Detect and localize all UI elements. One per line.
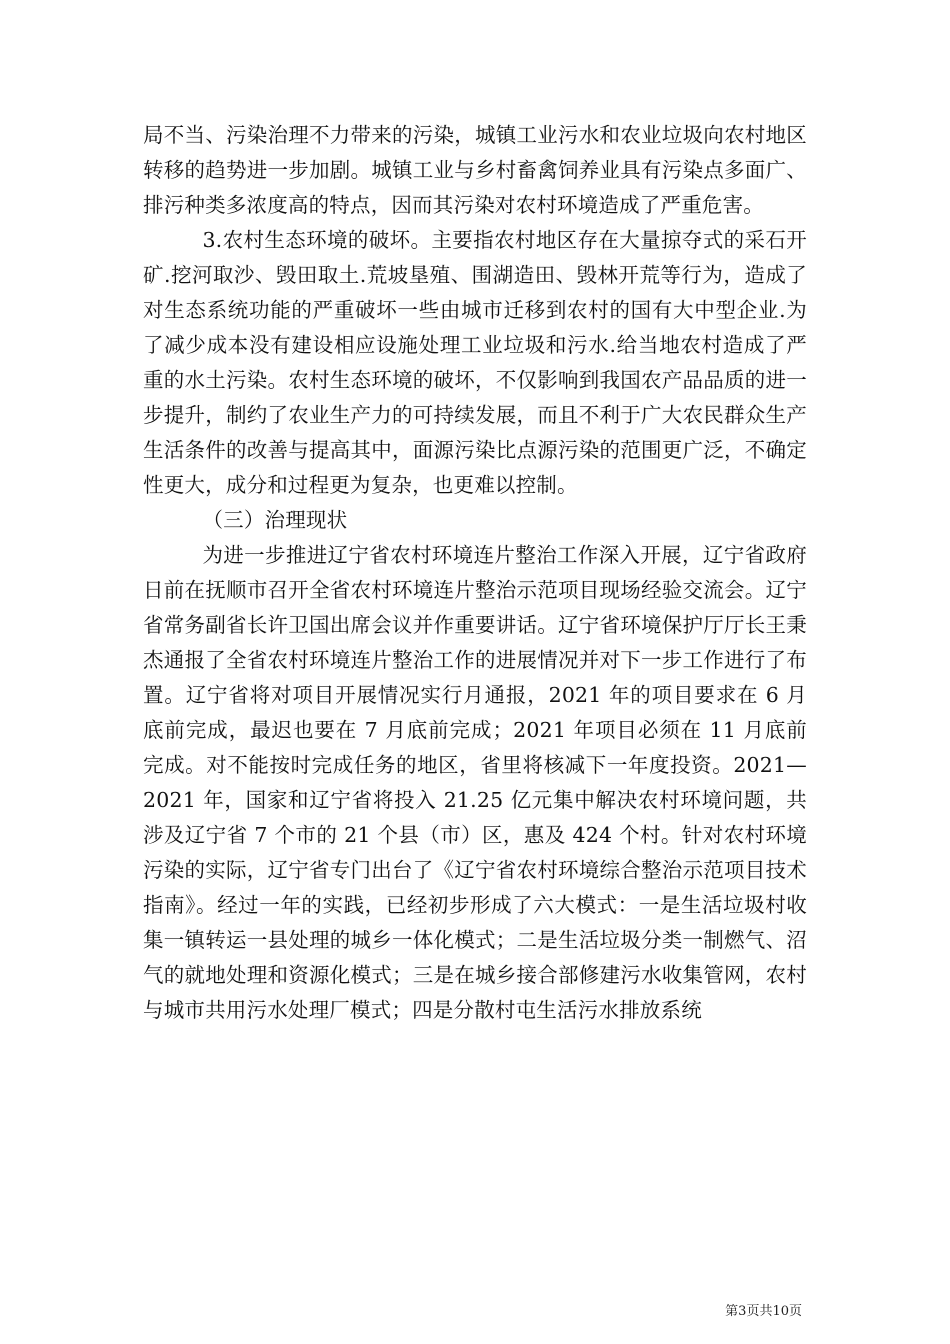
body-text bbox=[143, 118, 807, 1028]
paragraph-ecology-damage: 3.农村生态环境的破坏。主要指农村地区存在大量掠夺式的采石开矿.挖河取沙、毁田取土.荒坡垦殖、围湖造田、毁林开荒等行为，造成了对生态系统功能的严重破坏一些由城市迁移到农村的国有大中型企业.为了减少成本没有建设相应设施处理工业垃圾和污水.给当地农村造成了严重的水土污染。农村生态环境的破坏，不仅影响到我国农产品品质的进一步提升，制约了农业生产力的可持续发展，而且不利于广大农民群众生产生活条件的改善与提高其中，面源污染比点源污染的范围更广泛，不确定性更大，成分和过程更为复杂，也更难以控制。 bbox=[143, 228, 807, 497]
paragraph-continuation: 局不当、污染治理不力带来的污染，城镇工业污水和农业垃圾向农村地区转移的趋势进一步加剧。城镇工业与乡村畜禽饲养业具有污染点多面广、排污种类多浓度高的特点，因而其污染对农村环境造成了严重危害。 bbox=[143, 123, 807, 217]
paragraph-governance-status: 为进一步推进辽宁省农村环境连片整治工作深入开展，辽宁省政府日前在抚顺市召开全省农村环境连片整治示范项目现场经验交流会。辽宁省常务副省长许卫国出席会议并作重要讲话。辽宁省环境保护厅厅长王秉杰通报了全省农村环境连片整治工作的进展情况并对下一步工作进行了布置。辽宁省将对项目开展情况实行月通报，2021 年的项目要求在 6 月底前完成，最迟也要在 7 月底前完成；2021 年项目必须在 11 月底前完成。对不能按时完成任务的地区，省里将核减下一年度投资。2021—2021 年，国家和辽宁省将投入 21.25 亿元集中解决农村环境问题，共涉及辽宁省 7 个市的 21 个县（市）区，惠及 424 个村。针对农村环境污染的实际，辽宁省专门出台了《辽宁省农村环境综合整治示范项目技术指南》。经过一年的实践，已经初步形成了六大模式：一是生活垃圾村收集一镇转运一县处理的城乡一体化模式；二是生活垃圾分类一制燃气、沼气的就地处理和资源化模式；三是在城乡接合部修建污水收集管网，农村与城市共用污水处理厂模式；四是分散村屯生活污水排放系统 bbox=[143, 543, 807, 1022]
section-heading: （三）治理现状 bbox=[202, 508, 348, 532]
page-number: 第3页共10页 bbox=[725, 1304, 802, 1319]
